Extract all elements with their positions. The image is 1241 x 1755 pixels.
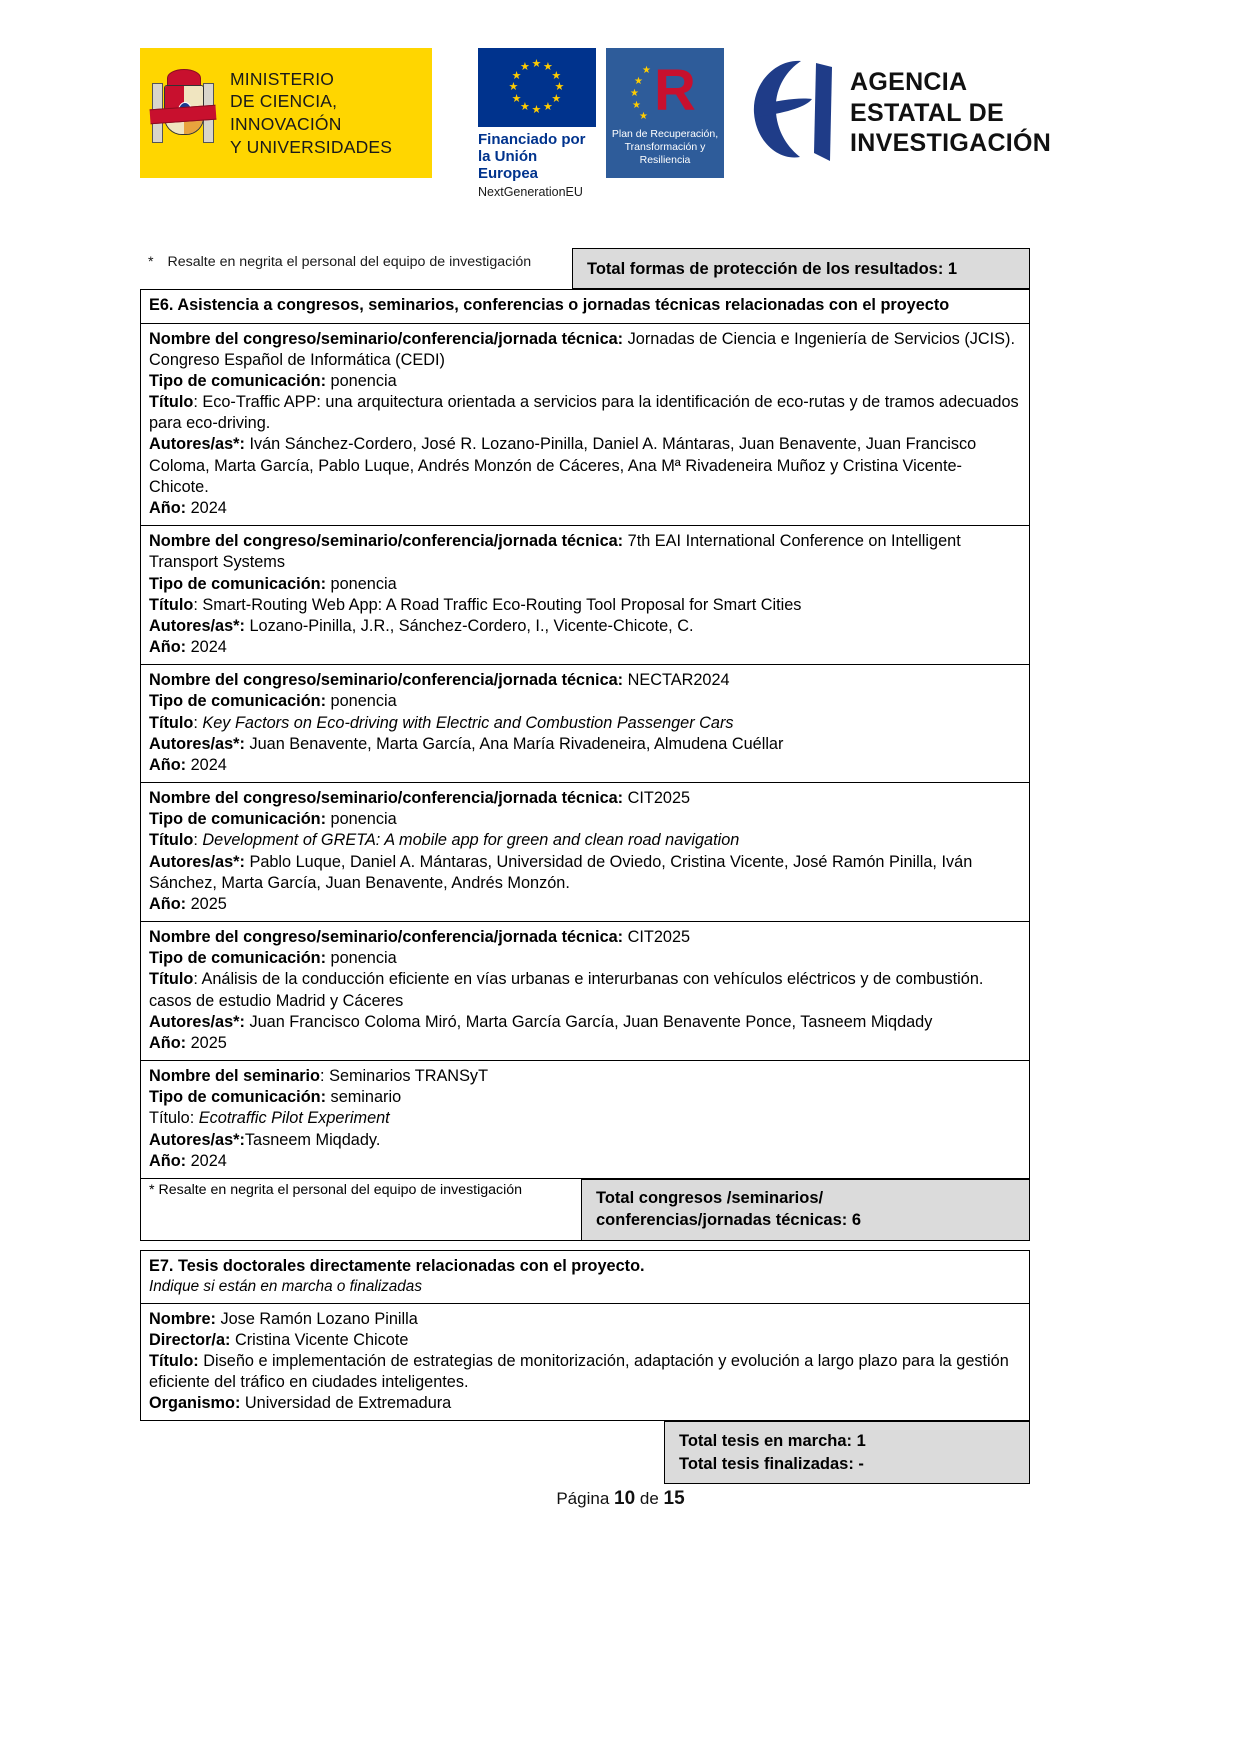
entry-tipo-line <box>149 1087 1021 1108</box>
ministerio-logo-text <box>230 68 432 159</box>
label-autores: Autores/as*: <box>149 1130 245 1149</box>
label-thesis-titulo: Título: <box>149 1351 199 1370</box>
value-tipo: seminario <box>330 1088 402 1107</box>
value-autores: Tasneem Miqdady. <box>244 1130 381 1149</box>
value-anio: 2025 <box>190 894 227 913</box>
label-titulo-plain: Título: <box>149 1109 195 1128</box>
top-note-row <box>140 248 1030 289</box>
footer-middle: de <box>635 1489 664 1508</box>
label-tipo: Tipo de comunicación: <box>149 1088 327 1107</box>
aei-text <box>850 67 1051 159</box>
value-tipo: ponencia <box>330 574 397 593</box>
top-footnote-text: Resalte en negrita el personal del equipo de investigación <box>167 254 532 270</box>
label-anio: Año: <box>149 1151 187 1170</box>
value-nombre-seminario: Seminarios TRANSyT <box>329 1067 489 1086</box>
entry-titulo-line: Título: Smart-Routing Web App: A Road Traffic Eco-Routing Tool Proposal for Smart Cities <box>149 595 802 614</box>
eu-star-icon: ★ <box>511 92 522 105</box>
value-anio: 2024 <box>190 638 227 657</box>
value-titulo: Development of GRETA: A mobile app for green and clean road navigation <box>202 831 740 850</box>
table-row <box>141 783 1030 922</box>
e6-entry-2 <box>141 526 1030 665</box>
entry-anio-line <box>149 637 1021 658</box>
aei-line-2: ESTATAL DE <box>850 98 1004 127</box>
label-autores: Autores/as*: <box>149 852 245 871</box>
footer-page-number: 10 <box>614 1488 636 1509</box>
institutional-logo-bar <box>140 48 1051 199</box>
footer-total-pages: 15 <box>663 1488 685 1509</box>
eu-star-icon: ★ <box>554 81 565 93</box>
eu-star-icon: ★ <box>551 92 562 105</box>
table-row <box>141 1179 1030 1240</box>
entry-tipo-line <box>149 371 1021 392</box>
value-thesis-director: Cristina Vicente Chicote <box>234 1330 409 1349</box>
label-nombre: Nombre del congreso/seminario/conferencia/jornada técnica: <box>149 789 624 808</box>
table-row <box>141 323 1030 526</box>
label-tipo: Tipo de comunicación: <box>149 574 327 593</box>
label-autores: Autores/as*: <box>149 734 245 753</box>
value-titulo: Ecotraffic Pilot Experiment <box>198 1109 390 1128</box>
label-tipo: Tipo de comunicación: <box>149 810 327 829</box>
e7-thesis-entry <box>141 1303 1030 1421</box>
agencia-estatal-investigacion-logo <box>746 48 1051 178</box>
e6-entry-3 <box>141 665 1030 783</box>
e7-total-line-2: Total tesis finalizadas: - <box>679 1454 864 1473</box>
label-anio: Año: <box>149 755 187 774</box>
label-nombre-seminario: Nombre del seminario <box>149 1067 321 1086</box>
value-titulo: Análisis de la conducción eficiente en vías urbanas e interurbanas con vehículos eléctricos y de combustión. casos de estudio Madrid y Cáceres <box>149 970 984 1010</box>
entry-anio-line <box>149 1033 1021 1054</box>
thesis-nombre-line <box>149 1309 1021 1330</box>
e7-subheading: Indique si están en marcha o finalizadas <box>149 1277 422 1295</box>
entry-autores-line <box>149 1130 1021 1151</box>
eu-nextgeneration-label: NextGenerationEU <box>478 185 583 200</box>
eu-star-icon: ★ <box>551 69 562 82</box>
entry-anio-line <box>149 1151 1021 1172</box>
value-autores: Pablo Luque, Daniel A. Mántaras, Universidad de Oviedo, Cristina Vicente, José Ramón Pinilla, Iván Sánchez, Marta García, Juan Benavente, Andrés Monzón. <box>149 852 973 892</box>
ministerio-line-2: DE CIENCIA, INNOVACIÓN <box>230 91 342 134</box>
entry-titulo-line: Título: Key Factors on Eco-driving with Electric and Combustion Passenger Cars <box>149 713 734 732</box>
eu-caption <box>478 131 596 182</box>
label-nombre: Nombre del congreso/seminario/conferencia/jornada técnica: <box>149 329 624 348</box>
thesis-director-line <box>149 1330 1021 1351</box>
value-autores: Juan Benavente, Marta García, Ana María Rivadeneira, Almudena Cuéllar <box>249 734 784 753</box>
value-thesis-titulo: Diseño e implementación de estrategias de monitorización, adaptación y evolución a largo plazo para la gestión eficiente del tráfico en ciudades inteligentes. <box>149 1351 1009 1392</box>
label-nombre: Nombre del congreso/seminario/conferencia/jornada técnica: <box>149 928 624 947</box>
value-anio: 2024 <box>190 755 227 774</box>
value-nombre: NECTAR2024 <box>627 671 730 690</box>
table-row <box>141 1303 1030 1421</box>
e6-heading-row <box>141 290 1030 323</box>
e7-total-box <box>665 1422 1030 1484</box>
value-anio: 2025 <box>190 1033 227 1052</box>
label-anio: Año: <box>149 638 187 657</box>
entry-tipo-line <box>149 574 1021 595</box>
e6-entry-seminar <box>141 1061 1030 1179</box>
entry-nombre-line <box>149 531 1021 573</box>
value-nombre: Jornadas de Ciencia e Ingeniería de Servicios (JCIS). Congreso Español de Informática (CEDI) <box>149 329 1015 369</box>
entry-nombre-line <box>149 329 1021 371</box>
table-row <box>141 1061 1030 1179</box>
value-thesis-organismo: Universidad de Extremadura <box>244 1394 452 1413</box>
table-row <box>140 1422 1030 1484</box>
entry-nombre-line <box>149 788 1021 809</box>
e6-entry-1 <box>141 323 1030 526</box>
prtr-star-icon: ★ <box>634 76 643 87</box>
value-tipo: ponencia <box>330 810 397 829</box>
e6-table <box>140 289 1030 1179</box>
eu-star-icon: ★ <box>520 61 530 74</box>
value-tipo: ponencia <box>330 949 397 968</box>
value-anio: 2024 <box>190 498 227 517</box>
label-titulo: Título <box>149 713 194 732</box>
eu-caption-line-2: la Unión Europea <box>478 148 539 183</box>
prtr-star-icon: ★ <box>632 100 641 111</box>
footnote-asterisk: * <box>148 254 154 270</box>
e6-heading: E6. Asistencia a congresos, seminarios, conferencias o jornadas técnicas relacionadas con el proyecto <box>141 290 1030 323</box>
value-nombre: CIT2025 <box>627 789 691 808</box>
e7-totals-table <box>140 1421 1030 1484</box>
top-footnote <box>140 248 572 289</box>
entry-anio-line <box>149 498 1021 519</box>
european-union-logo <box>478 48 596 199</box>
prtr-caption <box>606 128 724 167</box>
label-autores: Autores/as*: <box>149 1012 245 1031</box>
table-row <box>141 526 1030 665</box>
prtr-star-icon: ★ <box>639 111 648 122</box>
entry-anio-line <box>149 755 1021 776</box>
ministerio-line-3: Y UNIVERSIDADES <box>230 136 393 157</box>
prtr-line-3: Resiliencia <box>639 154 691 167</box>
label-titulo: Título <box>149 970 194 989</box>
label-anio: Año: <box>149 498 187 517</box>
e7-heading-row <box>141 1250 1030 1303</box>
footer-prefix: Página <box>556 1489 615 1508</box>
entry-autores-line <box>149 1012 1021 1033</box>
entry-autores-line <box>149 616 1021 637</box>
entry-autores-line <box>149 852 1021 894</box>
entry-nombre-line <box>149 670 1021 691</box>
label-titulo: Título <box>149 393 194 412</box>
aei-line-1: AGENCIA <box>850 68 968 97</box>
spain-coat-of-arms-icon <box>150 67 216 159</box>
e6-totals-table <box>140 1179 1030 1241</box>
value-autores: Iván Sánchez-Cordero, José R. Lozano-Pinilla, Daniel A. Mántaras, Juan Benavente, Juan Francisco Coloma, Marta García, Pablo Luque, Andrés Monzón de Cáceres, Ana Mª Rivadeneira Muñoz y Cristina Vicente-Chicote. <box>149 435 977 496</box>
value-nombre: 7th EAI International Conference on Intelligent Transport Systems <box>149 532 961 572</box>
label-nombre: Nombre del congreso/seminario/conferencia/jornada técnica: <box>149 671 624 690</box>
label-thesis-director: Director/a: <box>149 1330 231 1349</box>
value-titulo: Key Factors on Eco-driving with Electric and Combustion Passenger Cars <box>202 713 734 732</box>
e6-entry-4 <box>141 783 1030 922</box>
aei-e-monogram-icon <box>746 57 838 169</box>
page-footer <box>0 1488 1241 1510</box>
e7-heading-cell <box>141 1250 1030 1303</box>
label-titulo: Título <box>149 595 194 614</box>
label-tipo: Tipo de comunicación: <box>149 692 327 711</box>
thesis-organismo-line <box>149 1393 1021 1414</box>
thesis-titulo-line <box>149 1351 1021 1393</box>
label-tipo: Tipo de comunicación: <box>149 949 327 968</box>
table-row <box>141 922 1030 1061</box>
label-nombre: Nombre del congreso/seminario/conferencia/jornada técnica: <box>149 532 624 551</box>
value-anio: 2024 <box>190 1151 227 1170</box>
plan-recuperacion-logo <box>606 48 724 178</box>
e7-total-line-1: Total tesis en marcha: 1 <box>679 1432 866 1451</box>
total-protection-label: Total formas de protección de los resultados: 1 <box>587 260 958 278</box>
value-titulo: Smart-Routing Web App: A Road Traffic Eco-Routing Tool Proposal for Smart Cities <box>202 595 802 614</box>
prtr-star-icon: ★ <box>642 65 651 76</box>
value-nombre: CIT2025 <box>627 928 691 947</box>
prtr-line-1: Plan de Recuperación, <box>611 128 719 140</box>
eu-star-icon: ★ <box>531 104 542 116</box>
label-anio: Año: <box>149 894 187 913</box>
eu-star-icon: ★ <box>543 100 553 113</box>
prtr-line-2: Transformación y <box>624 141 706 154</box>
entry-titulo-line: Título: Development of GRETA: A mobile app for green and clean road navigation <box>149 831 740 850</box>
table-row <box>141 665 1030 783</box>
value-tipo: ponencia <box>330 371 397 390</box>
value-titulo: Eco-Traffic APP: una arquitectura orientada a servicios para la identificación de eco-rutas y de tramos adecuados para eco-driving. <box>149 393 1019 433</box>
entry-tipo-line <box>149 691 1021 712</box>
e6-total-line-1: Total congresos /seminarios/ <box>596 1188 824 1207</box>
entry-anio-line <box>149 894 1021 915</box>
e6-entry-5 <box>141 922 1030 1061</box>
entry-nombre-line <box>149 927 1021 948</box>
prtr-emblem-icon: ★ ★ ★ ★ ★ R <box>630 58 696 123</box>
ministerio-line-1: MINISTERIO <box>230 68 335 89</box>
e7-totals-spacer <box>140 1422 665 1484</box>
document-content <box>140 248 1030 1484</box>
ministerio-logo <box>140 48 432 178</box>
entry-autores-line <box>149 734 1021 755</box>
value-tipo: ponencia <box>330 692 397 711</box>
value-autores: Juan Francisco Coloma Miró, Marta García García, Juan Benavente Ponce, Tasneem Miqdady <box>249 1012 933 1031</box>
e7-table <box>140 1250 1030 1422</box>
eu-star-icon: ★ <box>520 100 530 113</box>
entry-titulo-line <box>149 1108 1021 1129</box>
e7-heading: E7. Tesis doctorales directamente relacionadas con el proyecto. <box>149 1256 645 1275</box>
total-protection-box <box>572 248 1030 289</box>
aei-line-3: INVESTIGACIÓN <box>850 129 1052 158</box>
eu-star-icon: ★ <box>531 58 542 70</box>
entry-nombre-seminario-line: Nombre del seminario: Seminarios TRANSyT <box>149 1067 489 1086</box>
label-anio: Año: <box>149 1033 187 1052</box>
label-autores: Autores/as*: <box>149 616 245 635</box>
eu-star-icon: ★ <box>508 81 519 93</box>
entry-tipo-line <box>149 809 1021 830</box>
eu-flag-icon <box>478 48 596 127</box>
label-titulo: Título <box>149 831 194 850</box>
e6-total-box <box>582 1179 1030 1240</box>
e6-bottom-footnote: * Resalte en negrita el personal del equipo de investigación <box>141 1179 582 1240</box>
e6-total-line-2: conferencias/jornadas técnicas: 6 <box>596 1210 862 1229</box>
eu-star-icon: ★ <box>511 69 522 82</box>
label-autores: Autores/as*: <box>149 435 245 454</box>
prtr-star-icon: ★ <box>630 88 639 99</box>
entry-tipo-line <box>149 948 1021 969</box>
label-thesis-nombre: Nombre: <box>149 1309 216 1328</box>
label-tipo: Tipo de comunicación: <box>149 371 327 390</box>
entry-titulo-line: Título: Eco-Traffic APP: una arquitectura orientada a servicios para la identificación de eco-rutas y de tramos adecuados para eco-driving. <box>149 393 1019 433</box>
entry-autores-line <box>149 434 1021 498</box>
eu-star-icon: ★ <box>543 61 553 74</box>
entry-titulo-line: Título: Análisis de la conducción eficiente en vías urbanas e interurbanas con vehículos eléctricos y de combustión. casos de estudio Madrid y Cáceres <box>149 970 984 1010</box>
label-thesis-organismo: Organismo: <box>149 1394 241 1413</box>
eu-caption-line-1: Financiado por <box>478 131 586 148</box>
value-thesis-nombre: Jose Ramón Lozano Pinilla <box>220 1309 418 1328</box>
value-autores: Lozano-Pinilla, J.R., Sánchez-Cordero, I., Vicente-Chicote, C. <box>249 616 694 635</box>
